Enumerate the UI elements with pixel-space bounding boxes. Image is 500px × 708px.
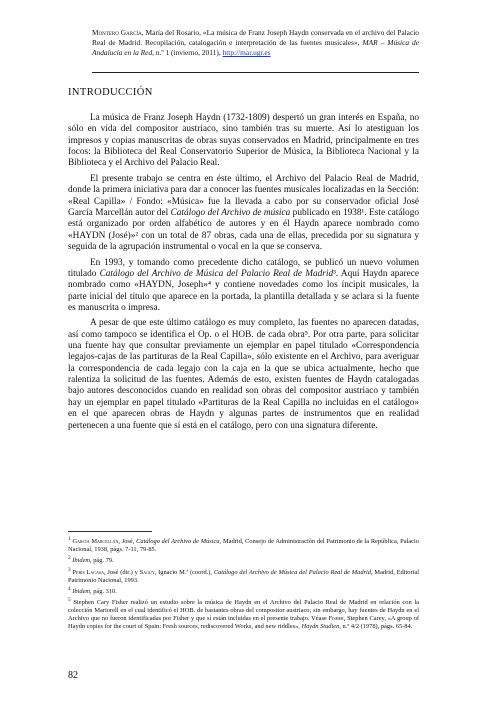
paragraph-3: En 1993, y tomando como precedente dicho catálogo, se publicó un nuevo volumen titulado Catálogo del Archivo de Música del Palacio Real de Madrid³. Aquí Haydn aparece nombrado como «HAYDN, Joseph»⁴ y contiene novedades como los íncipit musicales, la parte inicial del título que aparece en la portada, la plantilla detallada y se aclara si la fuente es manuscrita o impresa. xyxy=(68,257,420,313)
page-number: 82 xyxy=(68,670,78,681)
header-author: Montero García xyxy=(92,28,142,37)
citation-header xyxy=(92,28,419,59)
header-issue: , n.º 1 (invierno, 2011), xyxy=(152,48,223,58)
footnote-5: $^5$ Stephen Cary Fisher realizó un estudio sobre la música de Haydn en el Archivo del Palacio Real de Madrid en relación con la colección Mariorell en el cual identificó el HOB. de bastantes obras del compositor austriaco; sin embargo, hay fuentes de Haydn en el Archivo que no fueron identificadas por Fisher y que sí están incluidas en el presente trabajo. Véase Fisher, Stephen Carey, «A group of Haydn copies for the court of Spain: Fresh sources, rediscovered Works, and new riddles», Haydn Studien, n.º 4/2 (1978), págs. 65-84. xyxy=(68,597,419,631)
catalog-title-1993: Catálogo del Archivo de Música del Palacio Real de Madrid xyxy=(99,268,334,279)
paragraph-1: La música de Franz Joseph Haydn (1732-1809) despertó un gran interés en España, no sólo en vida del compositor austriaco, sino también tras su muerte. Así lo atestiguan los impresos y copias manuscritas de obras suyas conservados en Madrid, principalmente en tres focos: la Biblioteca del Real Conservatorio Superior de Música, la Biblioteca Nacional y la Biblioteca y el Archivo del Palacio Real. xyxy=(68,113,419,169)
header-url-link[interactable]: http://mar.ugr.es xyxy=(222,48,271,58)
footnote-2: $^2$ Ibidem, pág. 79. xyxy=(68,555,114,565)
section-title: INTRODUCCIÓN xyxy=(68,87,153,98)
footnote-divider xyxy=(68,531,152,532)
paragraph-2: El presente trabajo se centra en éste último, el Archivo del Palacio Real de Madrid, donde la primera iniciativa para dar a conocer las fuentes musicales localizadas en la Sección: «Real Capilla» / Fondo: «Música» fue la llevada a cabo por su conservador oficial José García Marcellán autor del Catálogo del Archivo de música publicado en 1938¹. Este catálogo está organizado por orden alfabético de autores y en él Haydn aparece nombrado como «HAYDN (José)»² con un total de 87 obras, cada una de ellas, precedida por su signatura y seguida de la agrupación instrumental o vocal en la que se conserva. xyxy=(68,173,419,252)
header-journal: MAR – Música de Andalucía en la Red xyxy=(92,38,419,58)
footnotes xyxy=(68,535,419,632)
footnote-3: $^3$ Peris Lacasa, José (dir.) y Saguy, Ignacio M.ª (coord.), Catálogo del Archivo de Música del Palacio Real de Madrid, Madrid, Editorial Patrimonio Nacional, 1993. xyxy=(68,566,419,584)
paragraph-4: A pesar de que este último catálogo es muy completo, las fuentes no aparecen datadas, así como tampoco se identifica el Op. o el HOB. de cada obra⁵. Por otra parte, para solicitar una fuente hay que consultar previamente un ejemplar en papel titulado «Correspondencia legajos-cajas de las partituras de la Real Capilla», sólo existente en el Archivo, para averiguar la correspondencia de cada legajo con la caja en la que se ubica actualmente, hecho que ralentiza la solicitud de las fuentes. Además de esto, existen fuentes de Haydn catalogadas bajo autores desconocidos cuando en realidad son obras del compositor austriaco y también hay un ejemplar en papel titulado «Partituras de la Real Capilla no incluidas en el catálogo» en el que aparecen obras de Haydn y algunas partes de instrumentos que en realidad pertenecen a una fuente que sí está en el catálogo, pero con una signatura diferente. xyxy=(68,318,419,431)
header-text: , María del Rosario, «La música de Franz Joseph Haydn conservada en el archivo del Palacio Real de Madrid. Recopilación, catalogación e interpretación de las fuentes musicales», xyxy=(92,28,419,48)
footnote-4: $^4$ Ibidem, pág. 310. xyxy=(68,585,117,595)
footnote-1: $^1$ García Marcellán, José, Catálogo del Archivo de Música, Madrid, Consejo de Administración del Patrimonio de la República, Palacio Nacional, 1938, págs. 7-11, 79-85. xyxy=(68,536,419,554)
catalog-title-1938: Catálogo del Archivo de música xyxy=(170,207,291,218)
article-body xyxy=(68,113,419,436)
header-divider xyxy=(92,72,419,73)
